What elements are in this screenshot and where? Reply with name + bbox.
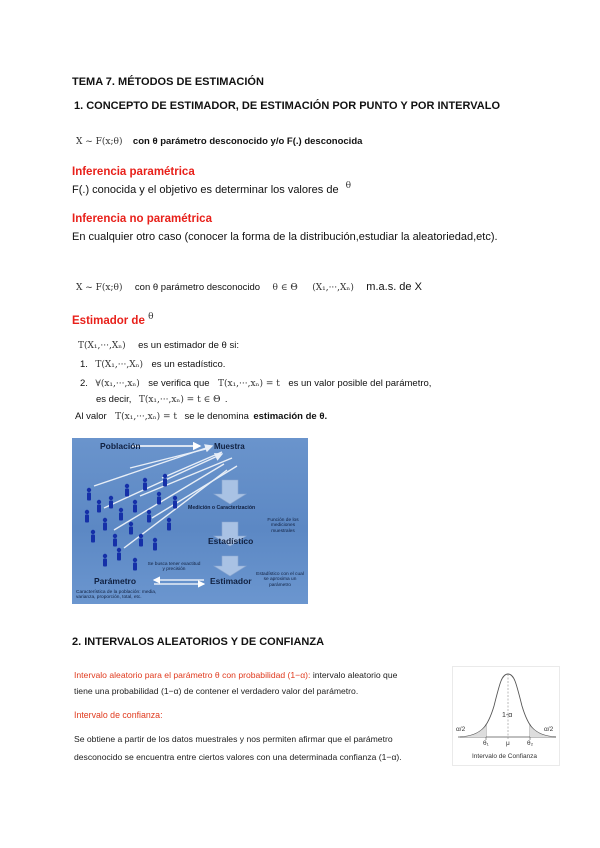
estimation-diagram: [72, 438, 308, 604]
process-arrows: [214, 480, 246, 576]
final-bold: estimación de θ.: [253, 411, 328, 422]
aleatorio-text-1: intervalo aleatorio que: [312, 670, 398, 680]
estimator-definition: [78, 335, 239, 353]
nonparametric-heading: Inferencia no paramétrica: [72, 213, 212, 225]
theta2-label: θ₂: [527, 740, 534, 747]
page-title: TEMA 7. MÉTODOS DE ESTIMACIÓN: [72, 76, 264, 88]
estadistico-label: Estadístico: [208, 536, 254, 546]
sample-formula-3: (X₁,···,Xₙ): [312, 283, 354, 293]
sample-formula-2: θ ∈ Θ: [272, 283, 298, 293]
item2-text-2: es un valor posible del parámetro,: [288, 378, 432, 389]
poblacion-label: Población: [100, 441, 141, 451]
item2-formula-1: ∀(x₁,···,xₙ): [95, 379, 140, 389]
estimator-def-text: es un estimador de θ si:: [138, 340, 239, 351]
final-formula: T(x₁,···,xₙ) = t: [115, 412, 178, 422]
theta-symbol: θ: [345, 181, 352, 191]
item2-formula-3: T(x₁,···,xₙ) = t ∈ Θ: [138, 395, 221, 405]
section1-heading: 1. CONCEPTO DE ESTIMADOR, DE ESTIMACIÓN POR PUNTO Y POR INTERVALO: [74, 100, 501, 112]
item1-formula: T(X₁,···,Xₙ): [95, 360, 144, 370]
item1-number: 1.: [80, 359, 88, 370]
aleatorio-line-1: [74, 670, 397, 680]
sample-formula-1: X ~ F(x;θ): [76, 283, 123, 293]
section2-heading: 2. INTERVALOS ALEATORIOS Y DE CONFIANZA: [72, 636, 325, 648]
estimator-def-formula: T(X₁,···,Xₙ): [78, 341, 126, 351]
left-tail-label: α/2: [456, 726, 466, 733]
aleatorio-text-2: tiene una probabilidad (1−α) de contener el verdadero valor del parámetro.: [74, 686, 359, 696]
theta1-label: θ₁: [483, 740, 489, 747]
confianza-text-2: desconocido se encuentra entre ciertos valores con una determinada confianza (1−α).: [74, 752, 402, 762]
graph-caption: Intervalo de Confianza: [472, 753, 538, 760]
se-busca-label: Se busca tener exactitud y precisión: [147, 562, 201, 573]
model-formula: X ~ F(x;θ): [76, 137, 123, 147]
sampling-arrows: [94, 446, 237, 548]
estimator-heading-text: Estimador de: [72, 315, 145, 327]
item2-text-1: se verifica que: [148, 378, 210, 389]
parametric-body: F(.) conocida y el objetivo es determinar los valores de: [72, 184, 339, 196]
confidence-interval-graph: [452, 666, 560, 766]
estimator-item-1: [80, 354, 225, 372]
model-text: con θ parámetro desconocido y/o F(.) desconocida: [132, 136, 363, 147]
center-label: 1-α: [502, 712, 513, 719]
estimator-theta: θ: [148, 312, 154, 322]
sample-text-1: con θ parámetro desconocido: [134, 282, 261, 293]
muestra-label: Muestra: [214, 442, 245, 451]
mu-label: μ: [506, 740, 510, 747]
sample-line: [76, 277, 422, 295]
confianza-red: Intervalo de confianza:: [74, 710, 163, 720]
nonparametric-text: En cualquier otro caso (conocer la forma de la distribución,estudiar la aleatoriedad,etc).: [72, 231, 498, 243]
caracteristica-label: Característica de la población: media, varianza, proporción, total, etc.: [76, 590, 157, 601]
final-text-1: Al valor: [75, 411, 107, 422]
final-text-2: se le denomina: [184, 411, 249, 422]
sample-text-2: m.a.s. de X: [366, 281, 422, 293]
parametric-text: [72, 181, 352, 196]
parametric-heading: Inferencia paramétrica: [72, 166, 195, 178]
estimator-item-2-line2: [96, 389, 228, 407]
right-tail-label: α/2: [544, 726, 554, 733]
estimador-label: Estimador: [210, 576, 252, 586]
medicion-label: Medición o Caracterización: [188, 505, 256, 511]
confianza-text-1: Se obtiene a partir de los datos muestrales y nos permiten afirmar que el parámetro: [74, 734, 393, 744]
model-line: [76, 131, 362, 149]
estimator-heading: [72, 312, 154, 327]
item2-line2-text: es decir,: [96, 394, 132, 405]
item2-formula-2: T(x₁,···,xₙ) = t: [217, 379, 280, 389]
item2-end: .: [224, 394, 228, 405]
estadistico-con-label: Estadístico con el cual se aproxima un parámetro: [256, 572, 304, 588]
population-people: [85, 474, 177, 571]
item2-number: 2.: [80, 378, 88, 389]
aleatorio-red: Intervalo aleatorio para el parámetro θ con probabilidad (1−α):: [74, 670, 311, 680]
item1-text: es un estadístico.: [151, 359, 226, 370]
parametro-label: Parámetro: [94, 576, 137, 586]
funcion-label: Función de los mediciones muestrales: [267, 518, 299, 534]
estimation-definition: [75, 406, 327, 424]
estimator-to-parameter-arrow: [154, 580, 204, 584]
